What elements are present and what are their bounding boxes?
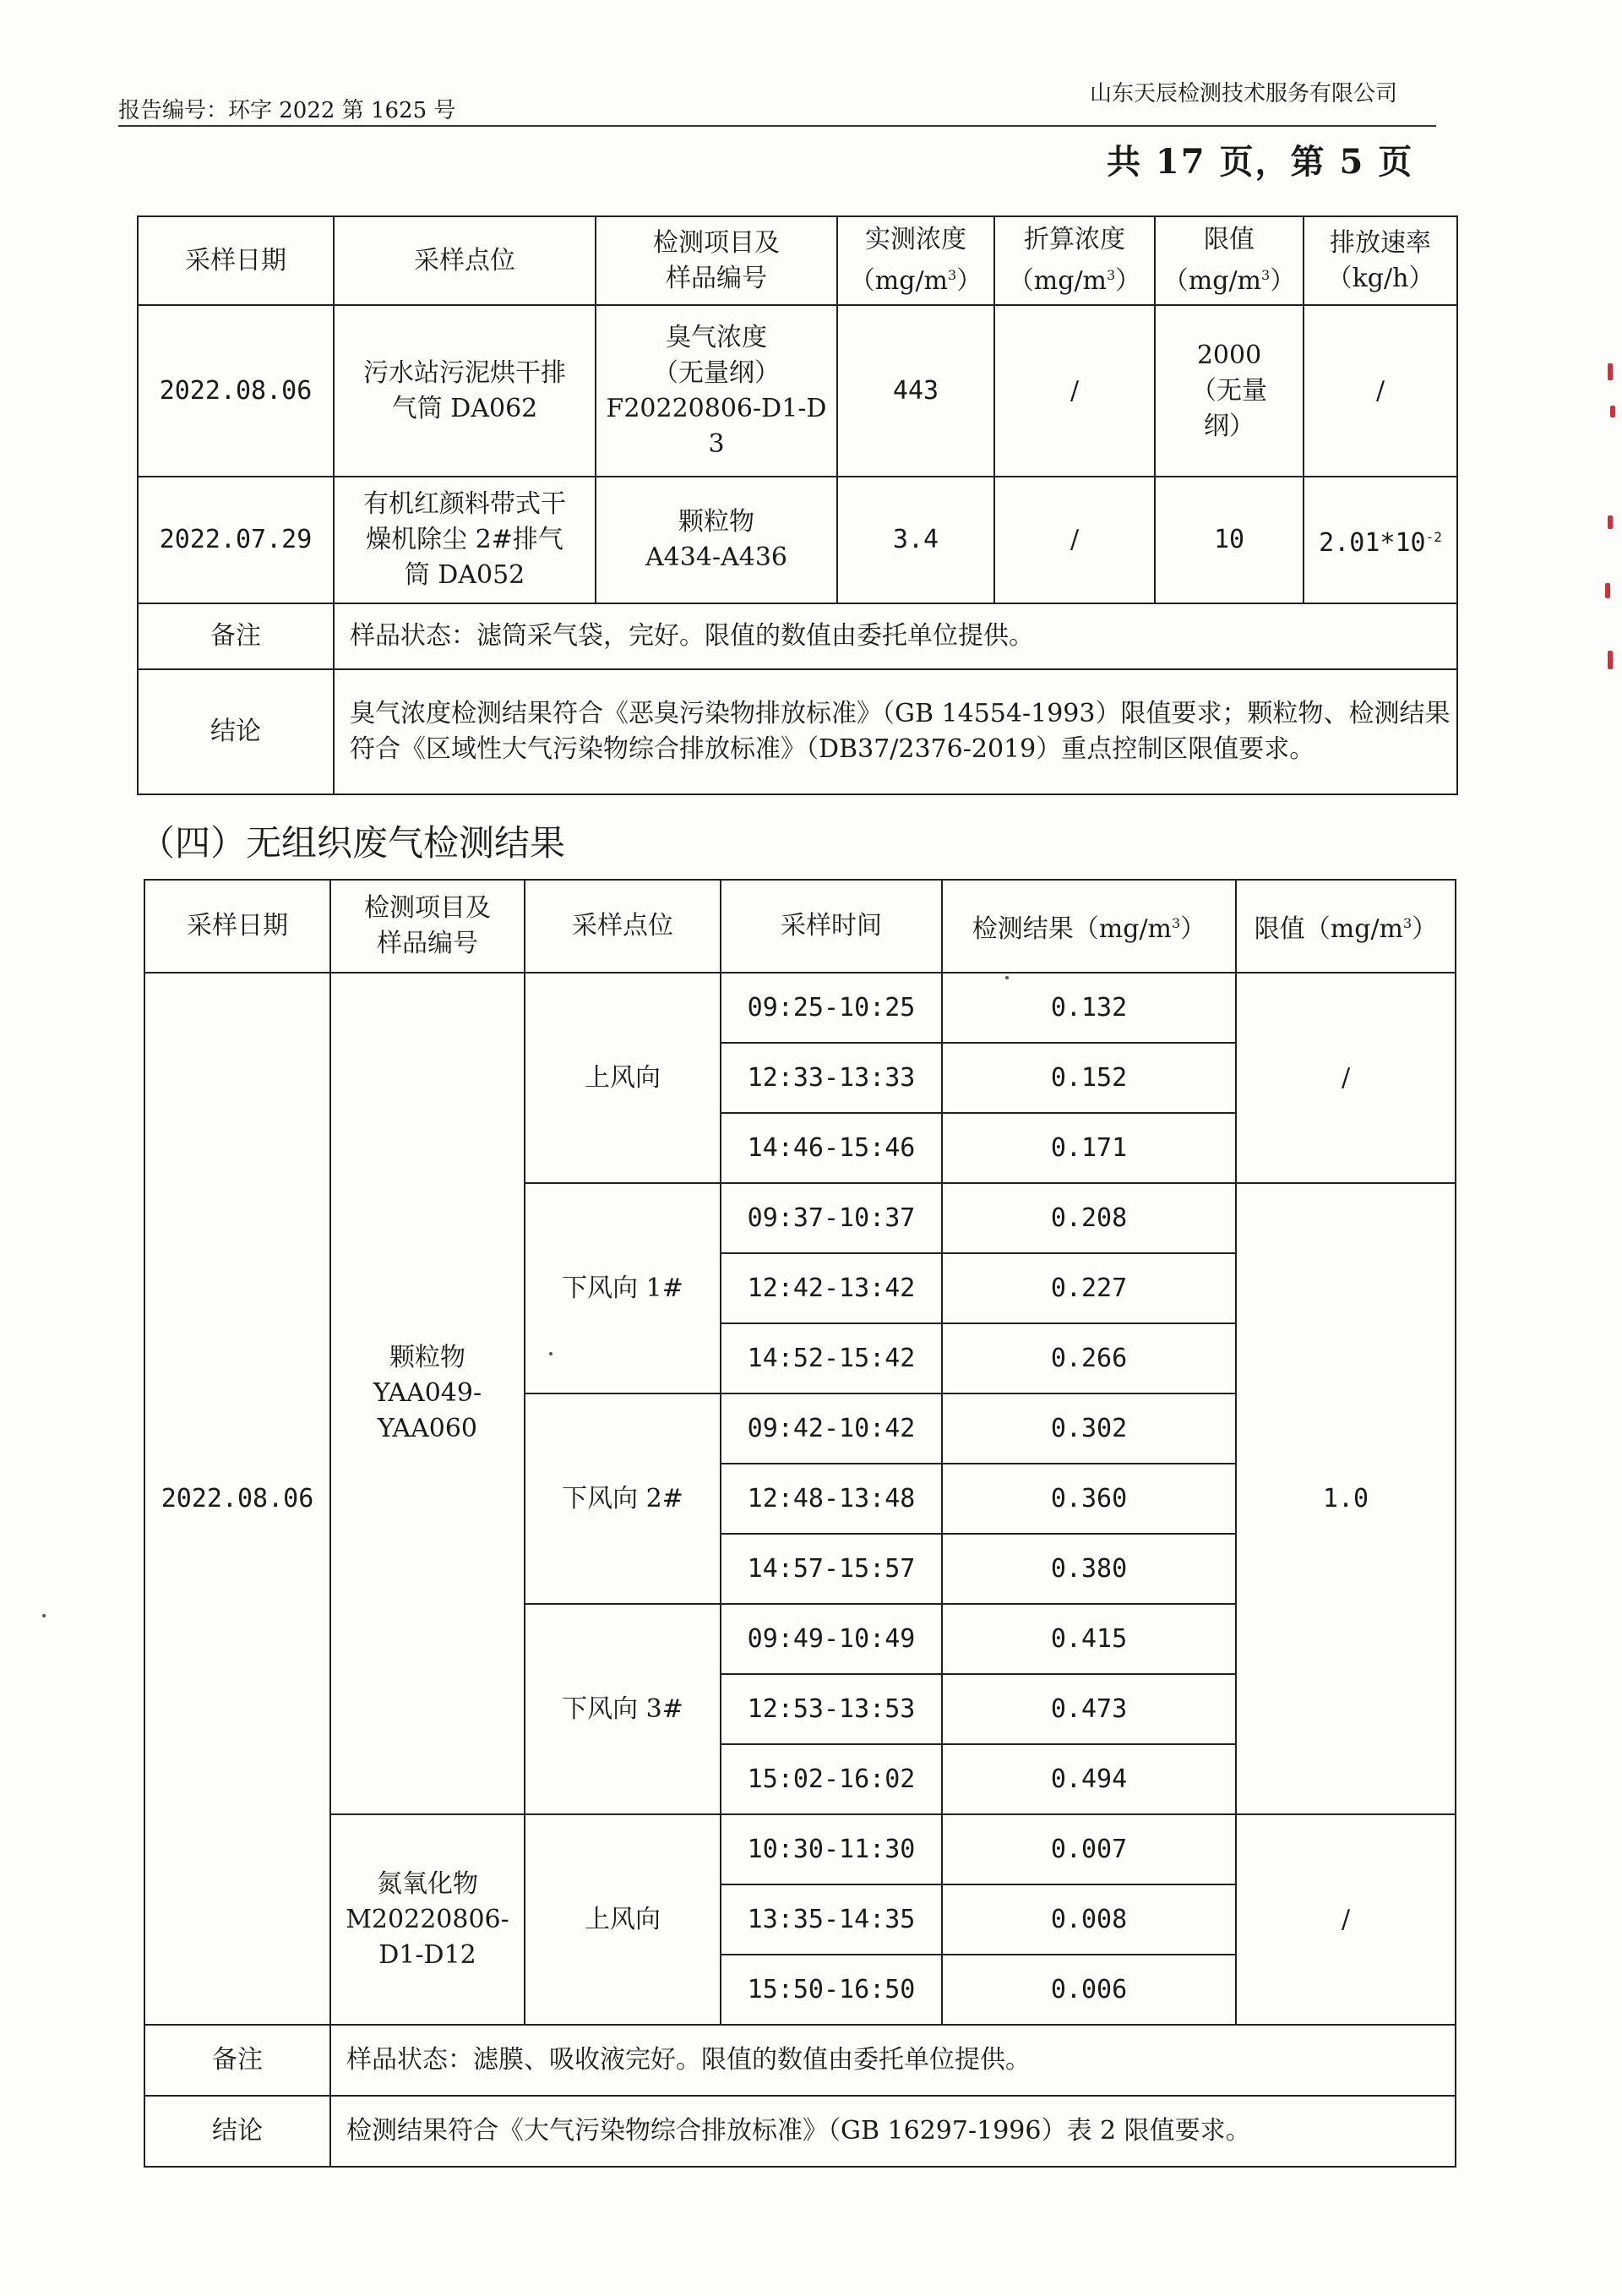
remark-row bbox=[138, 603, 1457, 669]
scan-mark bbox=[1608, 363, 1613, 380]
cell-time: 15:02-16:02 bbox=[721, 1744, 942, 1814]
report-number: 报告编号：环字 2022 第 1625 号 bbox=[118, 98, 456, 123]
cell-point: 下风向 3# bbox=[525, 1604, 721, 1814]
cell-time: 15:50-16:50 bbox=[721, 1955, 942, 2025]
remark-label: 备注 bbox=[144, 2025, 330, 2096]
col-header-item bbox=[596, 216, 837, 305]
col-header-item: 检测项目及 样品编号 bbox=[330, 880, 525, 973]
cell-time: 09:49-10:49 bbox=[721, 1604, 942, 1674]
col-header-converted-line1: 折算浓度 bbox=[1024, 225, 1125, 254]
cell-result: 0.227 bbox=[942, 1253, 1236, 1323]
cell-time: 14:46-15:46 bbox=[721, 1113, 942, 1183]
cell-time: 14:52-15:42 bbox=[721, 1323, 942, 1393]
cell-result: 0.006 bbox=[942, 1955, 1236, 2025]
cell-time: 14:57-15:57 bbox=[721, 1534, 942, 1604]
cell-date: 2022.08.06 bbox=[138, 305, 334, 477]
col-header-measured-unit: $(mg/m^3)$ bbox=[849, 266, 982, 296]
remark-text: 样品状态：滤膜、吸收液完好。限值的数值由委托单位提供。 bbox=[330, 2025, 1456, 2096]
cell-point: 下风向 1# bbox=[525, 1183, 721, 1393]
cell-result: 0.171 bbox=[942, 1113, 1236, 1183]
company-name: 山东天辰检测技术服务有限公司 bbox=[1090, 81, 1398, 106]
col-header-rate-line1: 排放速率 bbox=[1330, 227, 1431, 258]
table-row bbox=[144, 973, 1456, 1043]
conclusion-row bbox=[144, 2096, 1456, 2167]
col-header-measured bbox=[837, 216, 994, 305]
conclusion-row bbox=[138, 669, 1457, 794]
col-header-measured-line1: 实测浓度 bbox=[865, 225, 966, 254]
col-header-limit-line1: 限值 bbox=[1204, 225, 1255, 254]
emission-table bbox=[137, 215, 1458, 795]
cell-measured: 3.4 bbox=[837, 477, 994, 603]
cell-converted: / bbox=[994, 477, 1155, 603]
cell-limit: / bbox=[1236, 1814, 1456, 2025]
col-header-item-line1: 检测项目及 bbox=[653, 227, 780, 258]
cell-time: 10:30-11:30 bbox=[721, 1814, 942, 1884]
col-header-date: 采样日期 bbox=[138, 216, 334, 305]
cell-rate: / bbox=[1304, 305, 1457, 477]
cell-converted: / bbox=[994, 305, 1155, 477]
cell-item: 臭气浓度 （无量纲） F20220806-D1-D 3 bbox=[596, 305, 837, 477]
col-header-result: 检测结果$(mg/m^3)$ bbox=[942, 880, 1236, 973]
scan-dot bbox=[1005, 976, 1009, 979]
cell-result: 0.415 bbox=[942, 1604, 1236, 1674]
cell-result: 0.208 bbox=[942, 1183, 1236, 1253]
cell-result: 0.494 bbox=[942, 1744, 1236, 1814]
cell-result: 0.007 bbox=[942, 1814, 1236, 1884]
conclusion-label: 结论 bbox=[138, 669, 334, 794]
cell-limit: 1.0 bbox=[1236, 1183, 1456, 1814]
table-header-row bbox=[138, 216, 1457, 305]
conclusion-text: 臭气浓度检测结果符合《恶臭污染物排放标准》（GB 14554-1993）限值要求；颗粒物、检测结果符合《区域性大气污染物综合排放标准》（DB37/2376-2019）重点控制区限值要求。 bbox=[334, 669, 1457, 794]
scan-mark bbox=[1610, 406, 1615, 417]
cell-item-nox: 氮氧化物 M20220806- D1-D12 bbox=[330, 1814, 525, 2025]
cell-limit: 2000 （无量 纲） bbox=[1155, 305, 1304, 477]
table-row bbox=[138, 305, 1457, 477]
header-divider bbox=[118, 125, 1436, 127]
col-header-converted-unit: $(mg/m^3)$ bbox=[1008, 266, 1141, 296]
table-row bbox=[144, 1814, 1456, 1884]
col-header-converted bbox=[994, 216, 1155, 305]
cell-time: 09:42-10:42 bbox=[721, 1393, 942, 1464]
table-header-row bbox=[144, 880, 1456, 973]
cell-point: 污水站污泥烘干排 气筒 DA062 bbox=[334, 305, 596, 477]
cell-point: 有机红颜料带式干 燥机除尘 2#排气 筒 DA052 bbox=[334, 477, 596, 603]
col-header-time: 采样时间 bbox=[721, 880, 942, 973]
col-header-point: 采样点位 bbox=[334, 216, 596, 305]
cell-result: 0.380 bbox=[942, 1534, 1236, 1604]
col-header-point: 采样点位 bbox=[525, 880, 721, 973]
cell-result: 0.152 bbox=[942, 1043, 1236, 1113]
remark-label: 备注 bbox=[138, 603, 334, 669]
col-header-rate-line2: （kg/h） bbox=[1326, 263, 1434, 293]
cell-point: 上风向 bbox=[525, 973, 721, 1183]
cell-result: 0.008 bbox=[942, 1884, 1236, 1955]
cell-limit: / bbox=[1236, 973, 1456, 1183]
scan-mark bbox=[1605, 583, 1610, 598]
cell-time: 12:48-13:48 bbox=[721, 1464, 942, 1534]
cell-time: 09:25-10:25 bbox=[721, 973, 942, 1043]
cell-limit: 10 bbox=[1155, 477, 1304, 603]
cell-result: 0.132 bbox=[942, 973, 1236, 1043]
cell-point: 上风向 bbox=[525, 1814, 721, 2025]
conclusion-text: 检测结果符合《大气污染物综合排放标准》（GB 16297-1996）表 2 限值要求。 bbox=[330, 2096, 1456, 2167]
scan-mark bbox=[1608, 515, 1613, 529]
cell-item: 颗粒物 A434-A436 bbox=[596, 477, 837, 603]
col-header-rate bbox=[1304, 216, 1457, 305]
page-indicator: 共 17 页，第 5 页 bbox=[1107, 142, 1414, 182]
cell-time: 12:53-13:53 bbox=[721, 1674, 942, 1744]
scan-dot bbox=[549, 1352, 552, 1355]
fugitive-emission-table bbox=[144, 879, 1456, 2168]
col-header-date: 采样日期 bbox=[144, 880, 330, 973]
cell-rate: $2.01*10^{-2}$ bbox=[1304, 477, 1457, 603]
cell-result: 0.266 bbox=[942, 1323, 1236, 1393]
col-header-item-line2: 样品编号 bbox=[666, 263, 767, 293]
cell-time: 12:42-13:42 bbox=[721, 1253, 942, 1323]
cell-item-particulate: 颗粒物 YAA049- YAA060 bbox=[330, 973, 525, 1814]
col-header-limit: 限值$(mg/m^3)$ bbox=[1236, 880, 1456, 973]
scan-mark bbox=[1608, 651, 1613, 669]
remark-row bbox=[144, 2025, 1456, 2096]
remark-text: 样品状态：滤筒采气袋，完好。限值的数值由委托单位提供。 bbox=[334, 603, 1457, 669]
cell-result: 0.360 bbox=[942, 1464, 1236, 1534]
cell-point: 下风向 2# bbox=[525, 1393, 721, 1604]
col-header-limit-unit: $(mg/m^3)$ bbox=[1162, 266, 1296, 296]
section-title: （四）无组织废气检测结果 bbox=[139, 822, 566, 864]
conclusion-label: 结论 bbox=[144, 2096, 330, 2167]
cell-date: 2022.08.06 bbox=[144, 973, 330, 2025]
col-header-limit bbox=[1155, 216, 1304, 305]
cell-measured: 443 bbox=[837, 305, 994, 477]
scan-dot bbox=[42, 1614, 46, 1617]
cell-date: 2022.07.29 bbox=[138, 477, 334, 603]
cell-time: 12:33-13:33 bbox=[721, 1043, 942, 1113]
cell-time: 13:35-14:35 bbox=[721, 1884, 942, 1955]
cell-result: 0.302 bbox=[942, 1393, 1236, 1464]
table-row bbox=[138, 477, 1457, 603]
cell-time: 09:37-10:37 bbox=[721, 1183, 942, 1253]
cell-result: 0.473 bbox=[942, 1674, 1236, 1744]
